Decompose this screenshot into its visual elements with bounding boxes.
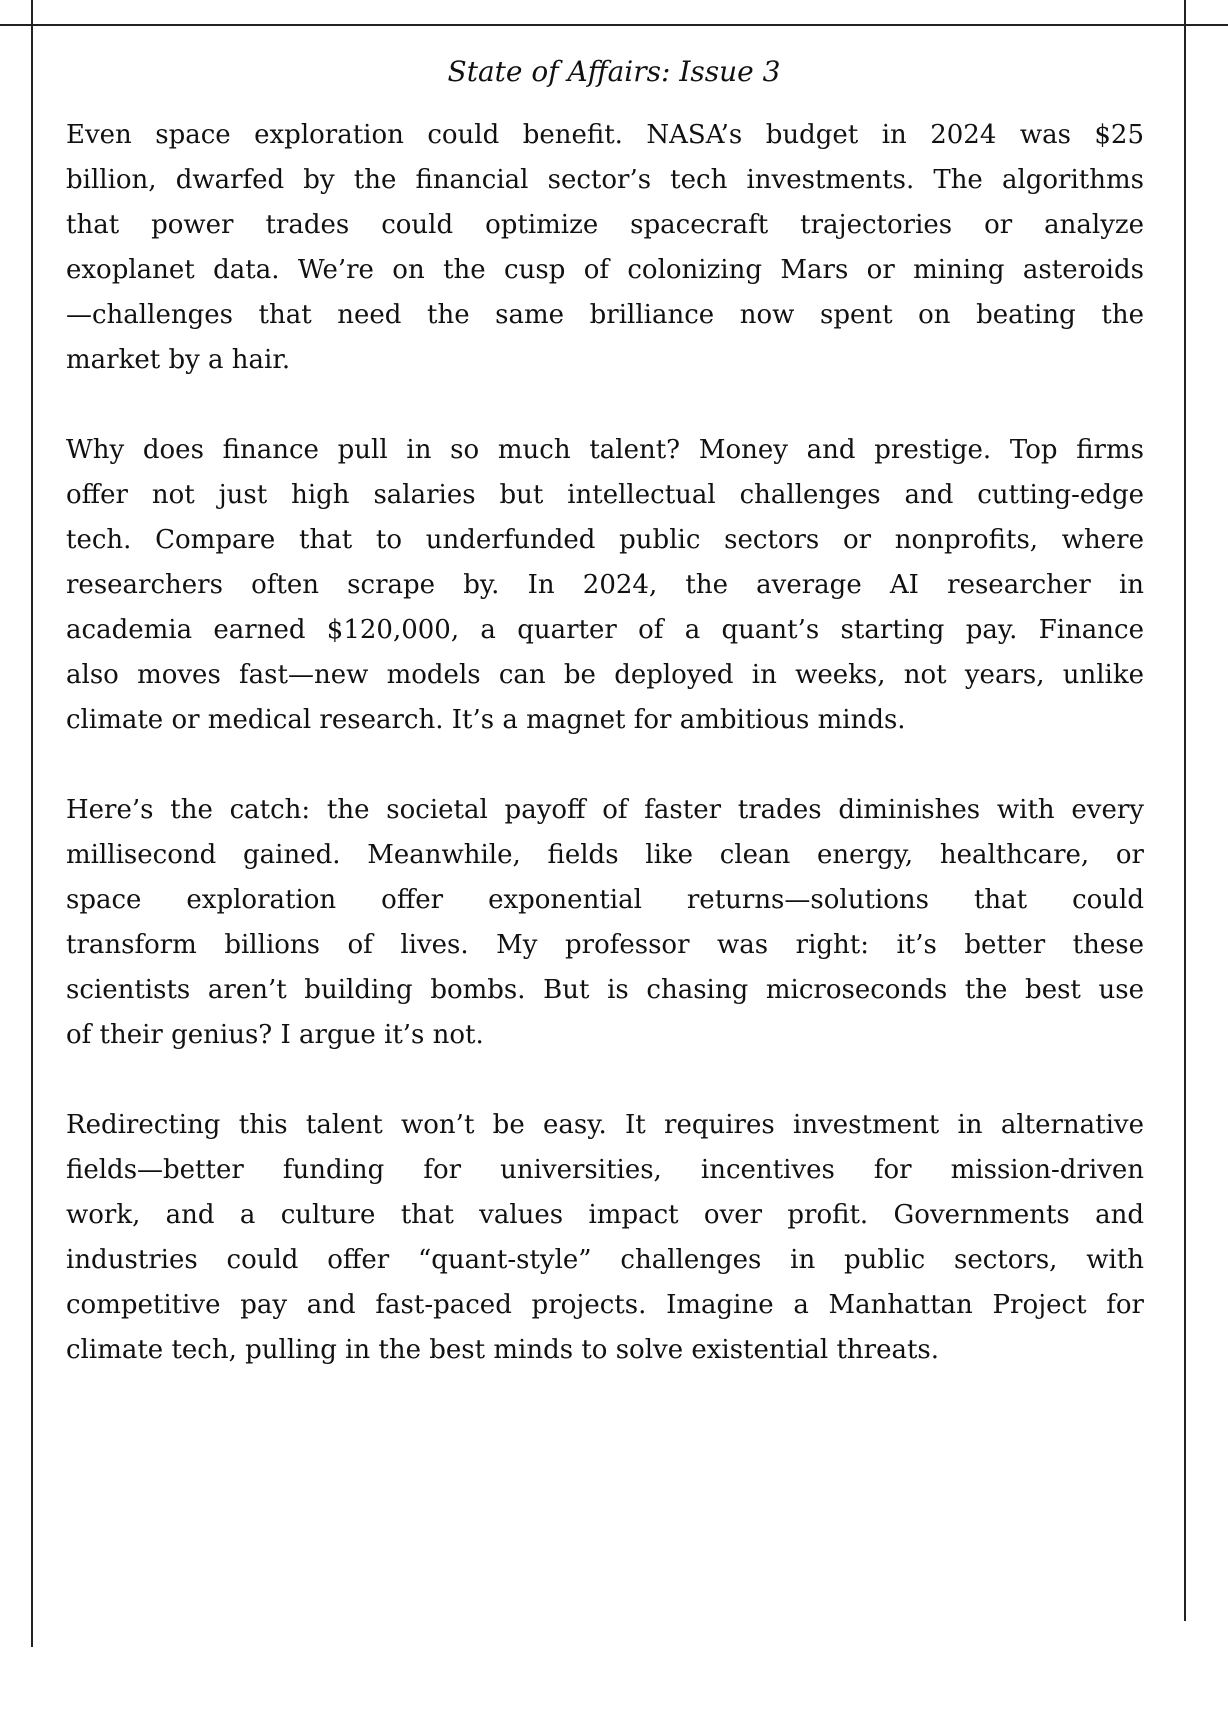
- page-title: State of Affairs: Issue 3: [447, 55, 781, 88]
- text-line: millisecond gained. Meanwhile, fields like clean energy, healthcare, or: [66, 840, 1144, 870]
- text-line: billion, dwarfed by the financial sector’s tech investments. The algorithms: [66, 165, 1144, 195]
- text-line: climate or medical research. It’s a magnet for ambitious minds.: [66, 705, 906, 735]
- text-line: work, and a culture that values impact over profit. Governments and: [66, 1200, 1144, 1230]
- left-page-border: [31, 0, 33, 1647]
- text-line: academia earned $120,000, a quarter of a quant’s starting pay. Finance: [66, 615, 1144, 645]
- text-line: competitive pay and fast-paced projects. Imagine a Manhattan Project for: [66, 1290, 1144, 1320]
- paragraph: [66, 788, 1144, 1058]
- text-line: exoplanet data. We’re on the cusp of colonizing Mars or mining asteroids: [66, 255, 1144, 285]
- text-line: Redirecting this talent won’t be easy. It requires investment in alternative: [66, 1110, 1144, 1140]
- text-line: of their genius? I argue it’s not.: [66, 1020, 484, 1050]
- text-line: climate tech, pulling in the best minds to solve existential threats.: [66, 1335, 940, 1365]
- paragraph: [66, 113, 1144, 383]
- text-line: transform billions of lives. My professor was right: it’s better these: [66, 930, 1144, 960]
- top-rule: [0, 24, 1228, 26]
- text-line: industries could offer “quant-style” challenges in public sectors, with: [66, 1245, 1144, 1275]
- paragraph: [66, 1103, 1144, 1373]
- article-body: [66, 113, 1144, 1418]
- text-line: also moves fast—new models can be deployed in weeks, not years, unlike: [66, 660, 1144, 690]
- text-line: Here’s the catch: the societal payoff of faster trades diminishes with every: [66, 795, 1144, 825]
- text-line: —challenges that need the same brilliance now spent on beating the: [66, 300, 1144, 330]
- text-line: that power trades could optimize spacecraft trajectories or analyze: [66, 210, 1144, 240]
- text-line: fields—better funding for universities, incentives for mission-driven: [66, 1155, 1144, 1185]
- paragraph: [66, 428, 1144, 743]
- text-line: Even space exploration could benefit. NASA’s budget in 2024 was $25: [66, 120, 1144, 150]
- text-line: space exploration offer exponential returns—solutions that could: [66, 885, 1144, 915]
- right-page-border: [1184, 0, 1186, 1621]
- text-line: offer not just high salaries but intellectual challenges and cutting-edge: [66, 480, 1144, 510]
- text-line: researchers often scrape by. In 2024, the average AI researcher in: [66, 570, 1144, 600]
- text-line: tech. Compare that to underfunded public sectors or nonprofits, where: [66, 525, 1144, 555]
- text-line: market by a hair.: [66, 345, 291, 375]
- text-line: scientists aren’t building bombs. But is chasing microseconds the best use: [66, 975, 1144, 1005]
- text-line: Why does finance pull in so much talent? Money and prestige. Top firms: [66, 435, 1144, 465]
